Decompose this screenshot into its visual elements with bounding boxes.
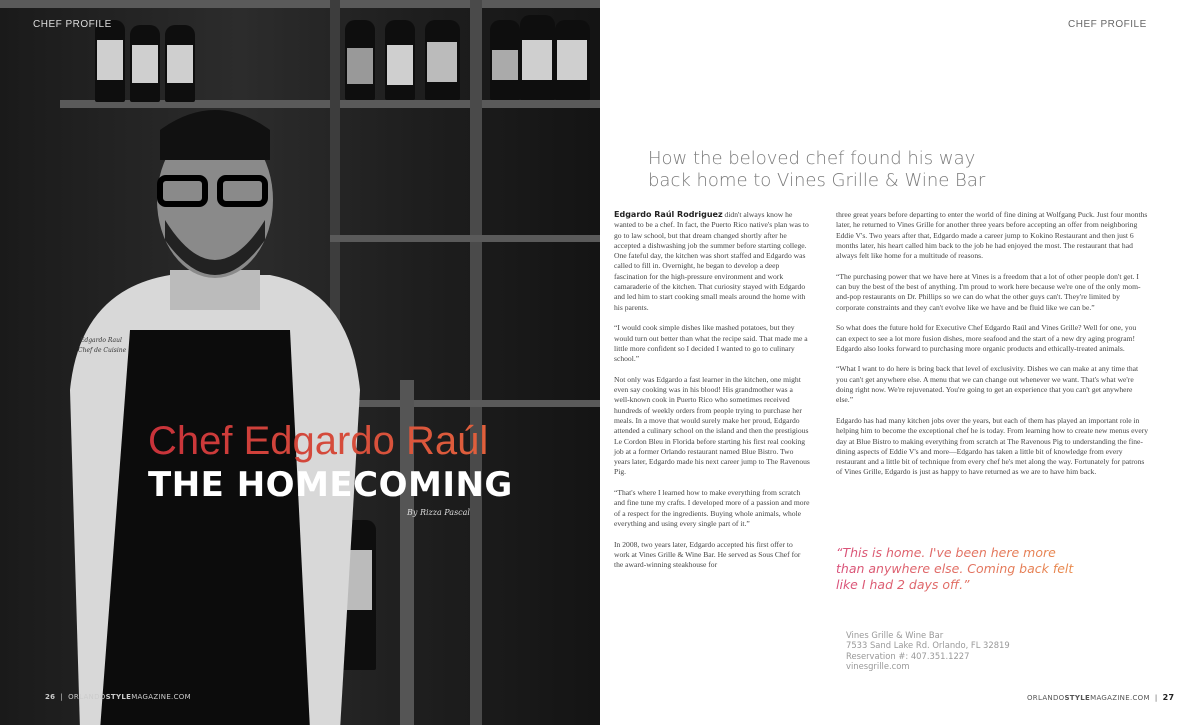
byline: By Rizza Pascal bbox=[407, 508, 470, 517]
restaurant-info bbox=[846, 630, 1010, 671]
restaurant-website: vinesgrille.com bbox=[846, 660, 910, 671]
paragraph: “I would cook simple dishes like mashed potatoes, but they would turn out better than what the recipe said. That made me a little more confident so I decided I wanted to go to culinary school.” bbox=[614, 323, 808, 364]
article-column-1 bbox=[614, 210, 810, 581]
jacket-embroidery-name: Edgardo Raul bbox=[80, 337, 122, 344]
section-label-left: CHEF PROFILE bbox=[33, 19, 112, 30]
title-chef-name: Chef Edgardo Raúl bbox=[148, 419, 489, 463]
paragraph: “That's where I learned how to make everything from scratch and fine tune my crafts. I developed more of a passion and more of a respect for the ingredients. Buying whole animals, whole everything and using every single part of it.” bbox=[614, 488, 810, 528]
restaurant-name: Vines Grille & Wine Bar bbox=[846, 630, 944, 640]
paragraph: “The purchasing power that we have here at Vines is a freedom that a lot of other people don't get. I can buy the best of the best of anything. I'm proud to work here because we're one of the only mom-and-pop restaurants on Dr. Phillips so we can do what the other guys can't. They're limited by corporate constraints and they can't evolve like we have and be fluid like we can be.” bbox=[836, 271, 1141, 312]
footer-left: 26 | ORLANDOSTYLEMAGAZINE.COM bbox=[45, 693, 191, 701]
restaurant-address: 7533 Sand Lake Rd. Orlando, FL 32819 bbox=[846, 640, 1010, 651]
article-column-2 bbox=[836, 210, 1148, 488]
paragraph: three great years before departing to enter the world of fine dining at Wolfgang Puck. Just four months later, he returned to Vines Grille for another three years before accepting an offer from neighboring Eddie V's. Two years after that, Edgardo made a career jump to Kokino Restaurant and then just 6 months later, his heart called him back to the job he had enjoyed the most. The restaurant that had always felt like home for a multitude of reasons. bbox=[836, 210, 1148, 261]
site-post: MAGAZINE.COM bbox=[131, 693, 191, 701]
site-bold: STYLE bbox=[105, 693, 132, 701]
site-bold: STYLE bbox=[1064, 694, 1091, 702]
site-post: MAGAZINE.COM bbox=[1090, 694, 1150, 702]
paragraph: In 2008, two years later, Edgardo accepted his first offer to work at Vines Grille & Wine Bar. He served as Sous Chef for the award-winning steakhouse for bbox=[614, 539, 801, 570]
title-homecoming: THE HOMECOMING bbox=[148, 465, 513, 505]
article-headline: How the beloved chef found his way back home to Vines Grille & Wine Bar bbox=[648, 148, 986, 191]
paragraph: Edgardo has had many kitchen jobs over the years, but each of them has played an important role in helping him to become the exceptional chef he is today. From learning how to create new menus every day at Blue Bistro to making everything from scratch at The Ravenous Pig to understanding the fine-dining aspects of Eddie V's and more—Edgardo has taken a little bit of knowledge from every restaurant and a little bit of technique from every chef he's met along the way. Fortunately for patrons of Vines Grille, Edgardo is just as happy to have returned as we are to have him back. bbox=[836, 415, 1149, 477]
paragraph: “What I want to do here is bring back that level of exclusivity. Dishes we can make at any time that you can't get anywhere else. A menu that we can change out whenever we want. That's what we're doing right now. We're rejuvenated. You're going to get an experience that you can't get anywhere else.” bbox=[836, 364, 1139, 405]
paragraph: So what does the future hold for Executive Chef Edgardo Raúl and Vines Grille? Well for one, you can expect to see a lot more fusion dishes, more seafood and the start of a new dry aging program! Edgardo also looks forward to purchasing more organic products and ethically-treated animals. bbox=[836, 323, 1137, 353]
site-pre: ORLANDO bbox=[68, 693, 106, 701]
footer-right: ORLANDOSTYLEMAGAZINE.COM | 27 bbox=[1027, 693, 1175, 702]
pull-quote: “This is home. I've been here more than anywhere else. Coming back felt like I had 2 days off.” bbox=[836, 545, 1076, 593]
page-number-right: 27 bbox=[1162, 693, 1175, 702]
jacket-embroidery-title: Chef de Cuisine bbox=[78, 347, 127, 354]
restaurant-phone: Reservation #: 407.351.1227 bbox=[846, 650, 970, 661]
site-pre: ORLANDO bbox=[1027, 694, 1065, 702]
chef-figure bbox=[40, 90, 380, 725]
paragraph: didn't always know he wanted to be a chef. In fact, the Puerto Rico native's plan was to go to law school, but that dream changed shortly after he accepted a dishwashing job the summer before starting college. One fateful day, the kitchen was short staffed and Edgardo was called to fill in. Overnight, he began to develop a deep fascination for the high-pressure environment and work camaraderie of the kitchen. That curiosity stayed with Edgardo and led him to start cooking small meals around the home with his parents. bbox=[614, 210, 809, 312]
lead-name: Edgardo Raúl Rodriguez bbox=[614, 210, 723, 219]
section-label-right: CHEF PROFILE bbox=[1068, 19, 1147, 30]
paragraph: Not only was Edgardo a fast learner in the kitchen, one might even say cooking was in his blood! His grandmother was a well-known cook in Puerto Rico who sometimes received hundreds of weekly orders from people trying to purchase her meals. In a move that would surely make her proud, Edgardo attended a culinary school on the island and then the prestigious Le Cordon Bleu in Florida before starting his first real cooking job at a former Orlando restaurant named Blue Bistro. Two years later, Edgardo made his next career jump to The Ravenous Pig. bbox=[614, 374, 810, 477]
page-number-left: 26 bbox=[45, 693, 56, 701]
